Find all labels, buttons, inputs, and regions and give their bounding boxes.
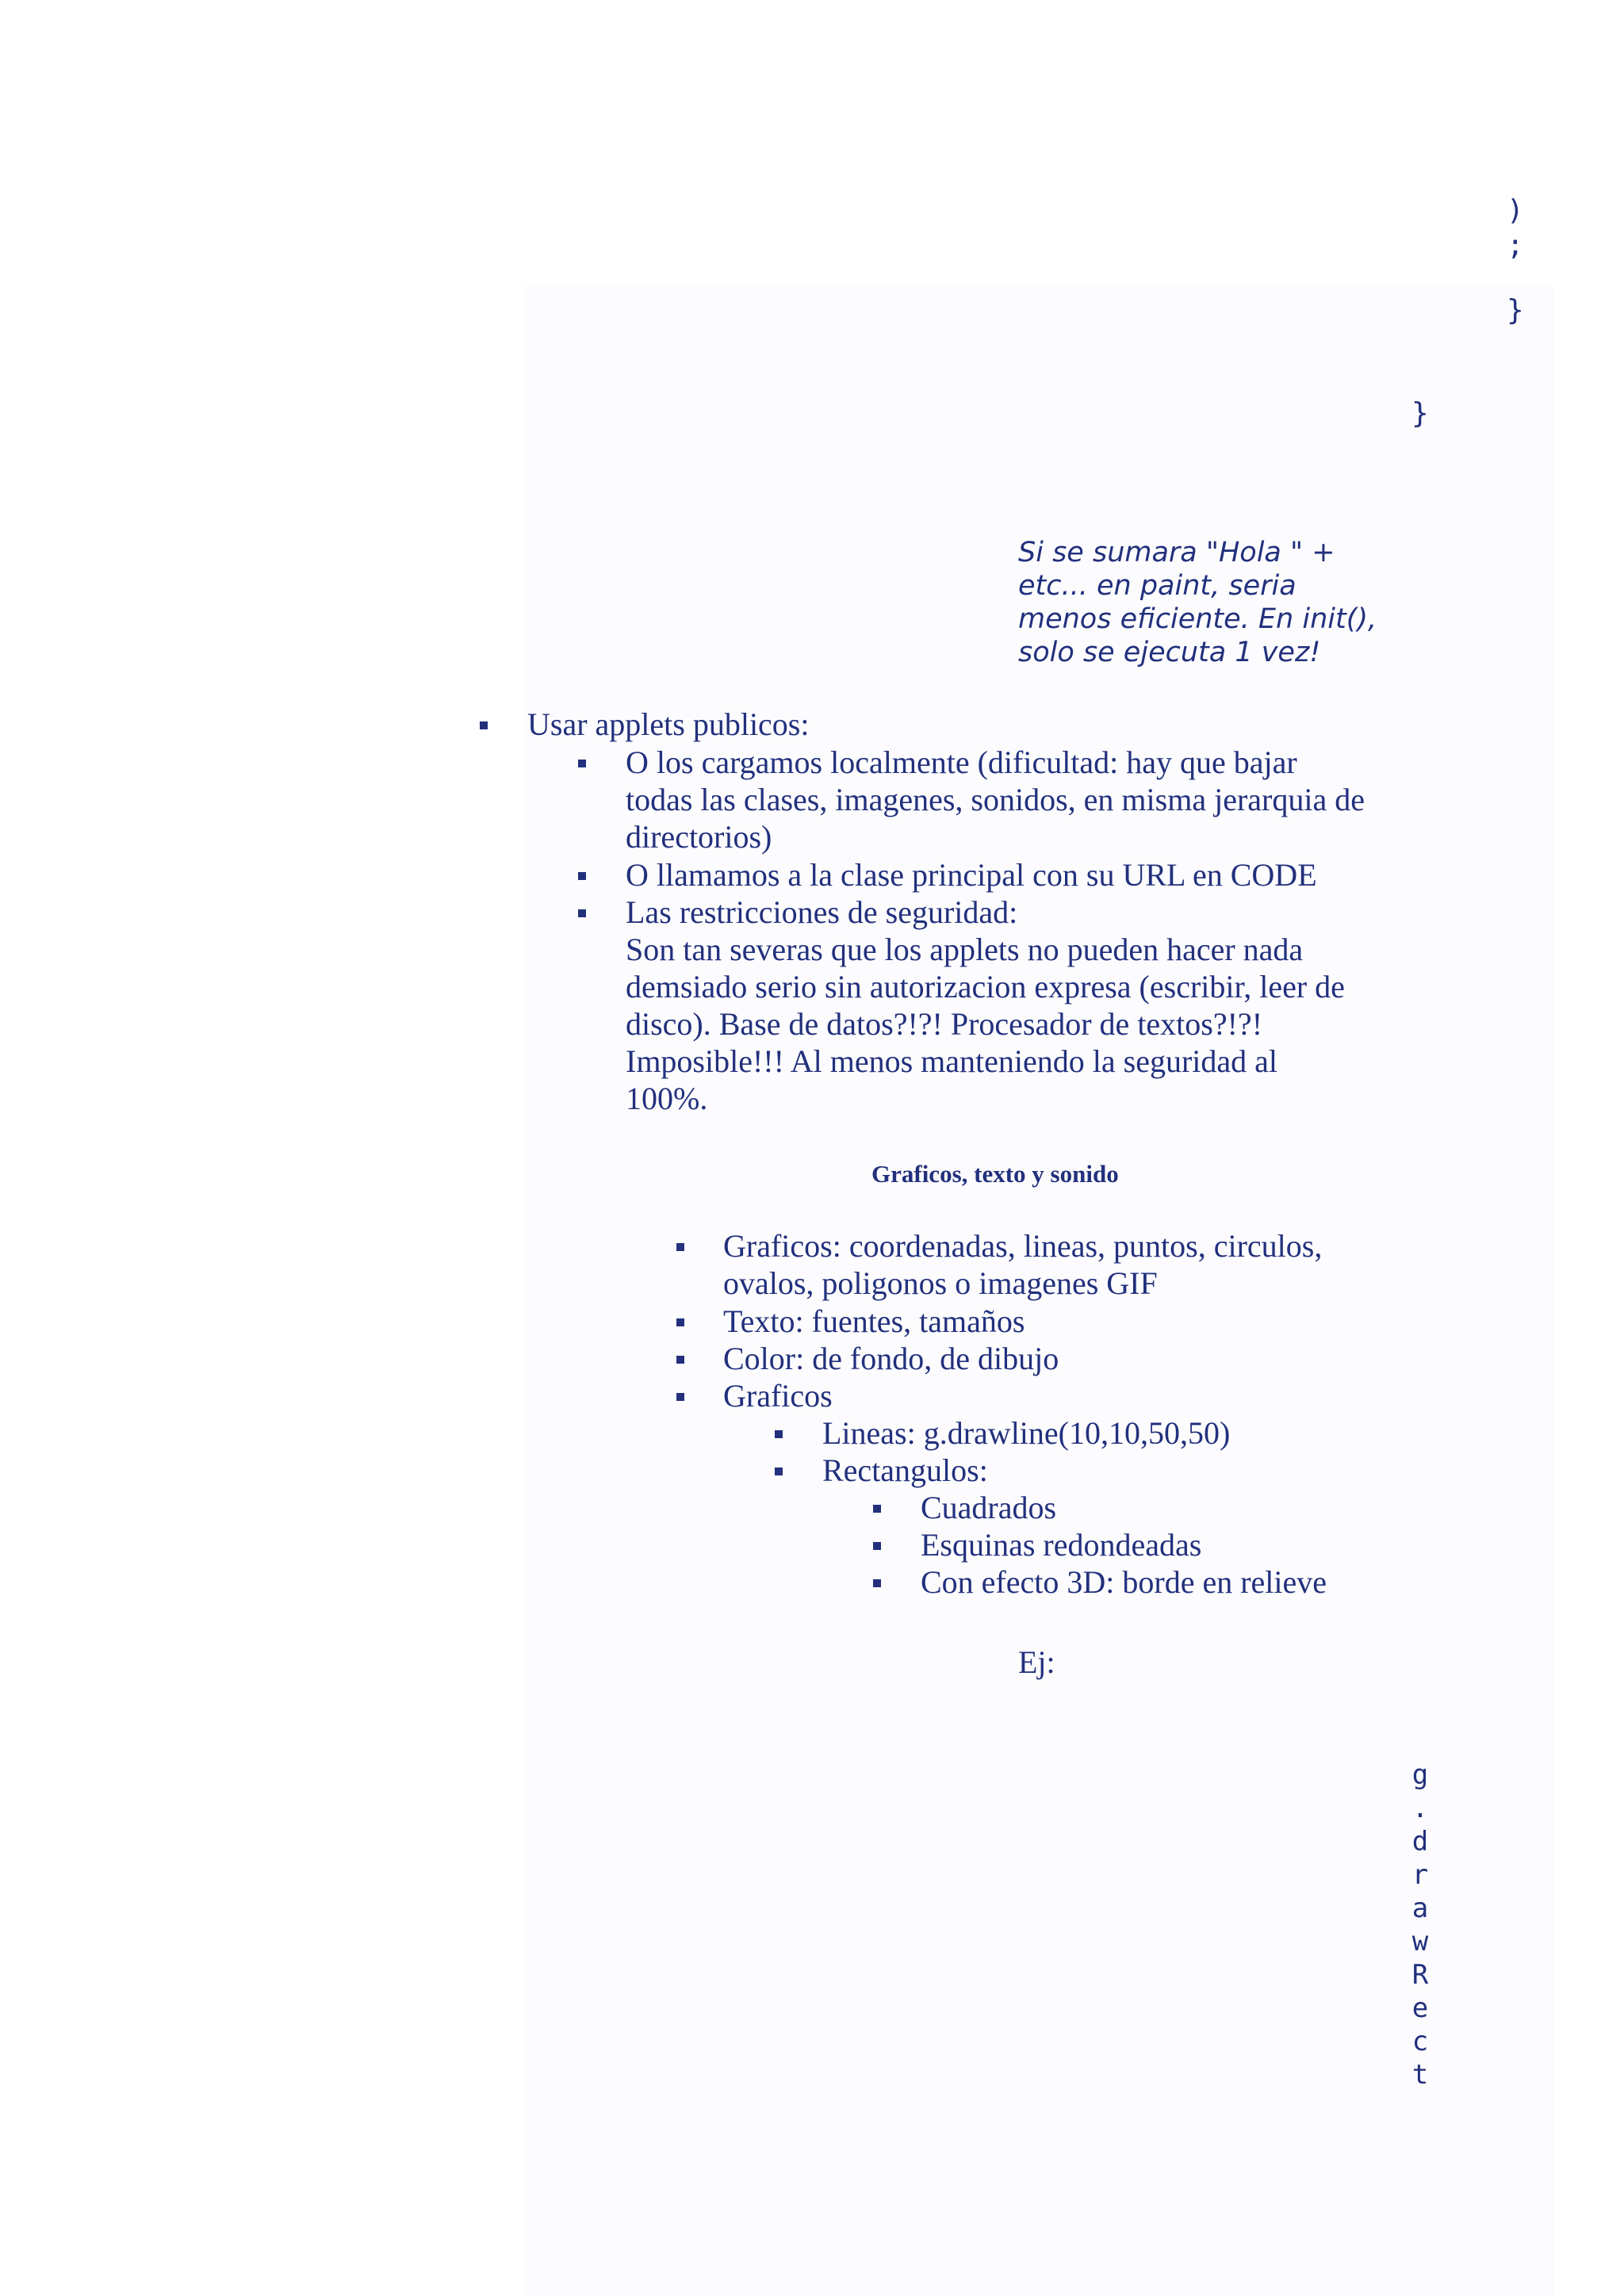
code-semicolon: ; bbox=[1507, 229, 1524, 262]
bullet-icon bbox=[676, 1243, 684, 1251]
bullet-icon bbox=[676, 1318, 684, 1326]
bullet-icon bbox=[873, 1579, 881, 1587]
list-item-graficos: Graficos bbox=[723, 1378, 833, 1414]
note-line: solo se ejecuta 1 vez! bbox=[1018, 637, 1321, 668]
code-close-brace-inner: } bbox=[1507, 294, 1524, 327]
list-item-graficos-coordenadas: Graficos: coordenadas, lineas, puntos, circulos, ovalos, poligonos o imagenes GIF bbox=[723, 1228, 1323, 1301]
list-item-color: Color: de fondo, de dibujo bbox=[723, 1341, 1059, 1376]
list-item-texto: Texto: fuentes, tamaños bbox=[723, 1303, 1025, 1339]
list-item-cargamos-localmente: O los cargamos localmente (dificultad: hay que bajar todas las clases, imagenes, sonidos, en misma jerarquia de directorios) bbox=[626, 744, 1365, 855]
code-close-paren: ) bbox=[1507, 194, 1524, 227]
list-item-esquinas: Esquinas redondeadas bbox=[921, 1527, 1202, 1563]
vertical-char: c bbox=[1411, 2026, 1429, 2057]
vertical-char: d bbox=[1411, 1826, 1429, 1858]
vertical-code-drawrect bbox=[1408, 1758, 1432, 2091]
bullet-icon bbox=[578, 760, 586, 767]
vertical-char: r bbox=[1411, 1859, 1429, 1891]
list-item-efecto-3d: Con efecto 3D: borde en relieve bbox=[921, 1564, 1327, 1600]
list-item-rectangulos: Rectangulos: bbox=[822, 1452, 988, 1488]
bullet-icon bbox=[578, 872, 586, 880]
list-item-usar-applets: Usar applets publicos: bbox=[527, 706, 810, 742]
bullet-icon bbox=[676, 1356, 684, 1364]
vertical-char: e bbox=[1411, 1992, 1429, 2024]
vertical-char: R bbox=[1411, 1959, 1429, 1991]
example-label: Ej: bbox=[1018, 1644, 1055, 1680]
list-item-cuadrados: Cuadrados bbox=[921, 1490, 1057, 1525]
bullet-icon bbox=[775, 1430, 783, 1438]
note-line: menos eficiente. En init(), bbox=[1018, 603, 1377, 635]
vertical-char: . bbox=[1411, 1793, 1429, 1824]
vertical-char: t bbox=[1411, 2059, 1429, 2091]
list-item-llamamos-clase: O llamamos a la clase principal con su URL en CODE bbox=[626, 857, 1317, 893]
vertical-char: w bbox=[1411, 1926, 1429, 1957]
bullet-icon bbox=[873, 1542, 881, 1550]
bullet-icon bbox=[873, 1505, 881, 1513]
code-close-brace-outer: } bbox=[1411, 397, 1429, 430]
note-line: Si se sumara "Hola " + bbox=[1018, 537, 1335, 568]
note-line: etc... en paint, seria bbox=[1018, 570, 1297, 602]
list-item-lineas: Lineas: g.drawline(10,10,50,50) bbox=[822, 1415, 1231, 1451]
vertical-char: g bbox=[1411, 1759, 1429, 1791]
bullet-icon bbox=[578, 909, 586, 917]
bullet-icon bbox=[480, 721, 488, 729]
vertical-char: a bbox=[1411, 1892, 1429, 1924]
section-heading: Graficos, texto y sonido bbox=[871, 1160, 1119, 1188]
bullet-icon bbox=[775, 1468, 783, 1475]
bullet-icon bbox=[676, 1393, 684, 1401]
list-item-restricciones: Las restricciones de seguridad: Son tan severas que los applets no pueden hacer nada demsiado serio sin autorizacion expresa (escribir, leer de disco). Base de datos?!?! Procesador de textos?!?! Imposible!!! Al menos manteniendo la seguridad al 100%. bbox=[626, 894, 1345, 1116]
code-comment-note bbox=[1018, 536, 1415, 669]
